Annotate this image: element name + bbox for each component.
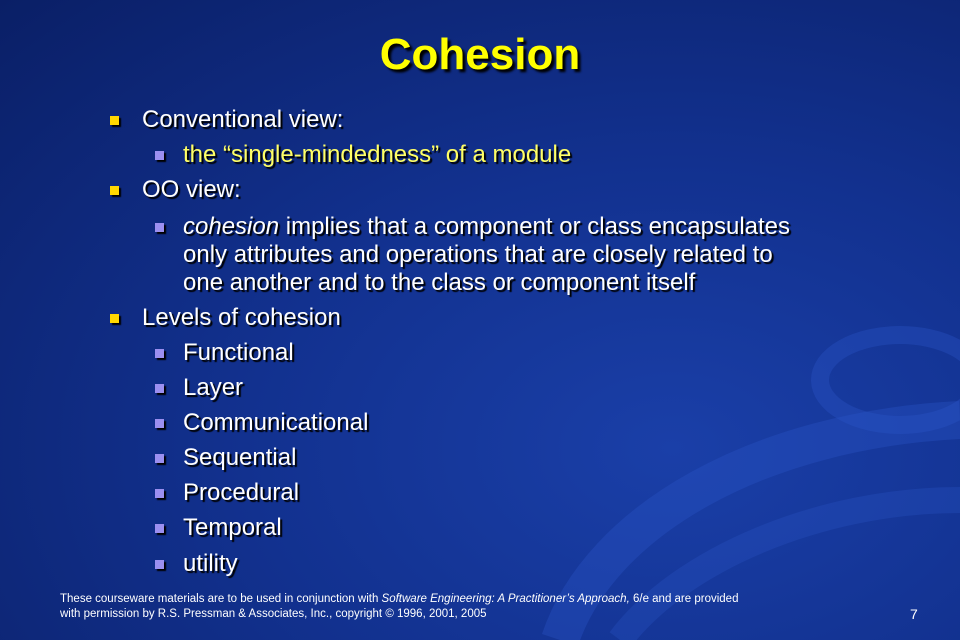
level-utility: utility <box>183 550 238 577</box>
bullet-levels-of-cohesion: Levels of cohesion <box>142 304 341 331</box>
bullet-marker <box>110 314 119 323</box>
footer-text: 6/e and are provided <box>629 593 739 605</box>
bullet-cohesion-definition-line3: one another and to the class or component itself <box>183 269 696 296</box>
bullet-single-mindedness: the “single-mindedness” of a module <box>183 141 572 168</box>
bullet-cohesion-definition-line2: only attributes and operations that are closely related to <box>183 241 773 268</box>
bullet-marker <box>155 524 164 533</box>
level-temporal: Temporal <box>183 514 282 541</box>
bullet-marker <box>110 116 119 125</box>
emphasis-cohesion: cohesion <box>183 213 280 240</box>
bullet-conventional-view: Conventional view: <box>142 106 344 133</box>
bullet-oo-view: OO view: <box>142 176 241 203</box>
page-number: 7 <box>910 606 918 622</box>
bullet-marker <box>155 489 164 498</box>
level-functional: Functional <box>183 339 294 366</box>
bullet-cohesion-definition-line1 <box>183 213 790 241</box>
copyright-footer <box>60 592 860 622</box>
bullet-marker <box>155 349 164 358</box>
bullet-marker <box>155 151 164 160</box>
footer-book-title: Software Engineering: A Practitioner’s Approach, <box>381 593 630 605</box>
footer-text-line2: with permission by R.S. Pressman & Associates, Inc., copyright © 1996, 2001, 2005 <box>60 608 487 620</box>
level-procedural: Procedural <box>183 479 300 506</box>
bullet-marker <box>155 223 164 232</box>
footer-text: These courseware materials are to be used in conjunction with <box>60 593 382 605</box>
definition-text: implies that a component or class encapsulates <box>279 213 791 240</box>
level-sequential: Sequential <box>183 444 297 471</box>
level-layer: Layer <box>183 374 244 401</box>
slide-title: Cohesion <box>379 30 581 79</box>
bullet-marker <box>155 454 164 463</box>
bullet-marker <box>155 560 164 569</box>
bullet-marker <box>155 384 164 393</box>
bullet-marker <box>110 186 119 195</box>
level-communicational: Communicational <box>183 409 369 436</box>
bullet-marker <box>155 419 164 428</box>
